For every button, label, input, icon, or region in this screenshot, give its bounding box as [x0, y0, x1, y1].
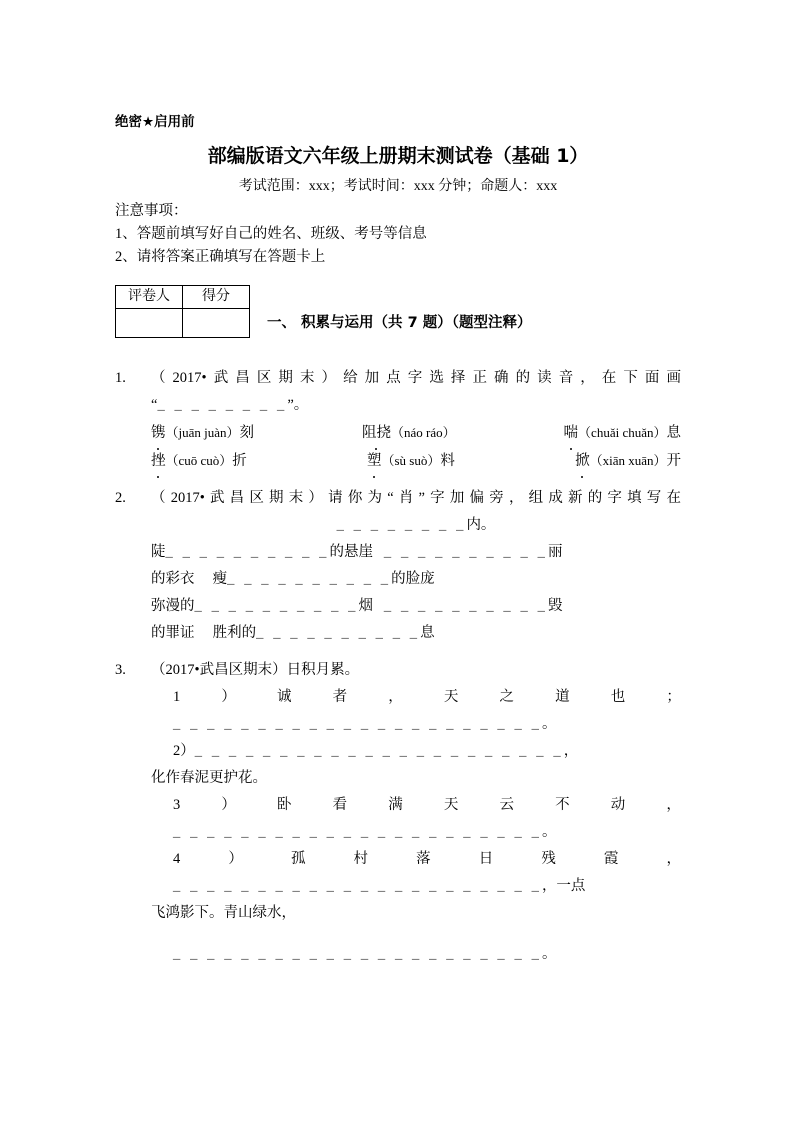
- pinyin-choice[interactable]: [564, 419, 681, 447]
- answer-blank[interactable]: _ _ _ _ _ _ _ _ _ _: [165, 544, 330, 560]
- fill-second: 胜利的: [212, 625, 257, 641]
- table-row: [116, 286, 250, 309]
- question-stem: （2017•武昌区期末）给加点字选择正确的读音，在下面画: [151, 370, 681, 386]
- score-table-header-score: 得分: [183, 286, 250, 309]
- dotted-char: 阻挠: [362, 420, 391, 447]
- choice-tail: 料: [440, 453, 455, 469]
- open-quote: “: [151, 397, 158, 413]
- dotted-char: 塑: [367, 448, 382, 475]
- sub-char: ）: [228, 851, 243, 867]
- sub-item-text: [173, 738, 681, 765]
- fill-lead: 的彩衣: [151, 571, 195, 587]
- sub-char: ；: [666, 689, 681, 705]
- sub-char: 天: [443, 689, 459, 705]
- answer-blank[interactable]: _ _ _ _ _ _ _ _: [336, 517, 467, 533]
- fill-line: [151, 539, 681, 566]
- sub-char: 村: [353, 851, 369, 867]
- sub-item-2: [173, 738, 681, 765]
- pinyin-options: （chuǎi chuǎn）: [578, 425, 667, 440]
- answer-end-punct: ，一点: [541, 878, 586, 894]
- question-2: [115, 485, 681, 647]
- exam-info-line: 考试范围：xxx；考试时间：xxx 分钟；命题人：xxx: [238, 179, 558, 194]
- sub-item-1: [173, 684, 681, 738]
- pinyin-options: （xiān xuān）: [589, 453, 667, 468]
- question-number: 2.: [115, 490, 126, 506]
- sub-char: 残: [541, 851, 556, 867]
- fill-lead: 陡: [151, 544, 166, 560]
- question-stem: （2017•武昌区期末）请你为“肖”字加偏旁，组成新的字填写在: [151, 490, 681, 506]
- question-body: [151, 485, 681, 647]
- pinyin-options: （náo ráo）: [390, 425, 456, 440]
- secret-notice: 绝密★启用前: [115, 114, 195, 130]
- sub-item-text: [173, 846, 681, 873]
- answer-line: [173, 819, 681, 846]
- pinyin-choice[interactable]: [367, 447, 455, 475]
- dotted-char: 掀: [575, 448, 590, 475]
- sub-item-continuation: 化作春泥更护花。: [151, 770, 267, 786]
- sub-char: 满: [388, 797, 403, 813]
- fill-right: 丽: [547, 544, 563, 560]
- answer-blank[interactable]: _ _ _ _ _ _ _ _ _ _ _ _ _ _ _ _ _ _ _ _ _ _: [173, 946, 542, 962]
- sub-char: 也: [610, 689, 626, 705]
- fill-mid: 的脸庞: [391, 571, 435, 587]
- pinyin-choice-row: [151, 419, 681, 447]
- sub-char: 落: [416, 851, 431, 867]
- question-stem: （2017•武昌区期末）日积月累。: [151, 662, 360, 678]
- sub-char: 3: [173, 797, 181, 813]
- fill-lead: 的罪证: [151, 625, 195, 641]
- table-row: [116, 309, 250, 338]
- answer-blank[interactable]: _ _ _ _ _ _ _ _ _ _ _ _ _ _ _ _ _ _ _ _ _ _: [173, 716, 542, 732]
- sub-char: 卧: [277, 797, 292, 813]
- sub-char: 孤: [290, 851, 306, 867]
- pinyin-options: （sù suò）: [381, 453, 441, 468]
- fill-line: [151, 593, 681, 620]
- pinyin-options: （cuō cuò）: [165, 453, 233, 468]
- sub-char: ，: [388, 689, 403, 705]
- pinyin-choice[interactable]: [575, 447, 681, 475]
- score-table-cell-score[interactable]: [183, 309, 250, 338]
- answer-end-punct: 。: [541, 716, 557, 732]
- sub-char: 4: [173, 851, 181, 867]
- answer-blank[interactable]: _ _ _ _ _ _ _ _ _ _: [383, 544, 548, 560]
- notice-heading: 注意事项：: [115, 203, 188, 219]
- question-number: 1.: [115, 370, 126, 386]
- sub-char: ，: [666, 851, 681, 867]
- dotted-char: 挫: [151, 448, 166, 475]
- answer-end-punct: ，: [563, 743, 579, 759]
- sub-item-text: [173, 684, 681, 711]
- sub-char: 天: [443, 797, 459, 813]
- fill-lead: 弥漫的: [151, 598, 195, 614]
- choice-tail: 刻: [239, 425, 255, 441]
- question-3: [115, 657, 681, 968]
- sub-item-text: [173, 792, 681, 819]
- answer-blank[interactable]: _ _ _ _ _ _ _ _: [157, 397, 288, 413]
- notice-item: 2、请将答案正确填写在答题卡上: [115, 249, 326, 265]
- question-stem-blank-line: [151, 392, 681, 419]
- fill-mid: 息: [420, 625, 435, 641]
- sub-char: 诚: [277, 689, 292, 705]
- answer-blank[interactable]: _ _ _ _ _ _ _ _ _ _: [383, 598, 548, 614]
- answer-line: [173, 941, 681, 968]
- score-table: [115, 285, 250, 338]
- answer-blank[interactable]: _ _ _ _ _ _ _ _ _ _ _ _ _ _ _ _ _ _ _ _ _ _: [173, 824, 542, 840]
- answer-end-punct: 。: [541, 824, 557, 840]
- question-body: [151, 365, 681, 475]
- answer-line: [173, 873, 681, 900]
- dotted-char: 喘: [564, 420, 579, 447]
- sub-char: ）: [221, 689, 236, 705]
- sub-char: 道: [555, 689, 570, 705]
- sub-item-4: [173, 846, 681, 900]
- fill-second: 瘦: [212, 571, 228, 587]
- notice-item: 1、答题前填写好自己的姓名、班级、考号等信息: [115, 226, 427, 242]
- answer-line: [173, 711, 681, 738]
- dotted-char: 镌: [151, 420, 166, 447]
- score-table-cell-grader[interactable]: [116, 309, 183, 338]
- section-header-block: [115, 285, 681, 355]
- sub-char: 日: [478, 851, 494, 867]
- sub-char: ）: [221, 797, 236, 813]
- question-body: [151, 657, 681, 968]
- answer-blank[interactable]: _ _ _ _ _ _ _ _ _ _ _ _ _ _ _ _ _ _ _ _ _ _: [194, 743, 564, 759]
- answer-blank[interactable]: _ _ _ _ _ _ _ _ _ _: [227, 571, 392, 587]
- question-1: [115, 365, 681, 475]
- answer-blank[interactable]: _ _ _ _ _ _ _ _ _ _: [256, 625, 421, 641]
- close-quote: ”。: [287, 397, 309, 413]
- sub-char: 霞: [603, 851, 619, 867]
- stem-tail: 内。: [466, 517, 496, 533]
- fill-mid: 烟: [358, 598, 374, 614]
- pinyin-choice[interactable]: [362, 419, 456, 447]
- question-stem-blank-line: [151, 512, 681, 539]
- answer-blank[interactable]: _ _ _ _ _ _ _ _ _ _: [194, 598, 359, 614]
- sub-char: 1: [173, 689, 181, 705]
- choice-tail: 息: [666, 425, 681, 441]
- sub-char: 云: [499, 797, 514, 813]
- score-table-header-grader: 评卷人: [116, 286, 183, 309]
- sub-char: ，: [666, 797, 681, 813]
- sub-char: 者: [332, 689, 348, 705]
- sub-item-continuation: 飞鸿影下。青山绿水，: [151, 905, 296, 921]
- fill-mid: 的悬崖: [329, 544, 374, 560]
- sub-item-label: 2）: [173, 743, 195, 759]
- sub-char: 看: [332, 797, 348, 813]
- pinyin-options: （juān juàn）: [165, 425, 240, 440]
- choice-tail: 开: [666, 453, 681, 469]
- section-heading: 一、 积累与运用（共 7 题）（题型注释）: [267, 315, 532, 331]
- fill-line: [151, 620, 681, 647]
- pinyin-choice[interactable]: [151, 447, 247, 475]
- sub-char: 之: [499, 689, 514, 705]
- choice-tail: 折: [232, 453, 247, 469]
- pinyin-choice[interactable]: [151, 419, 254, 447]
- question-number: 3.: [115, 662, 126, 678]
- page-content: [115, 112, 681, 968]
- fill-line: [151, 566, 681, 593]
- sub-char: 动: [610, 797, 626, 813]
- pinyin-choice-row: [151, 447, 681, 475]
- answer-end-punct: 。: [541, 946, 557, 962]
- fill-right: 毁: [547, 598, 563, 614]
- page-title: 部编版语文六年级上册期末测试卷（基础 1）: [207, 145, 589, 167]
- sub-item-3: [173, 792, 681, 846]
- sub-char: 不: [555, 797, 570, 813]
- answer-blank[interactable]: _ _ _ _ _ _ _ _ _ _ _ _ _ _ _ _ _ _ _ _ _ _: [173, 878, 542, 894]
